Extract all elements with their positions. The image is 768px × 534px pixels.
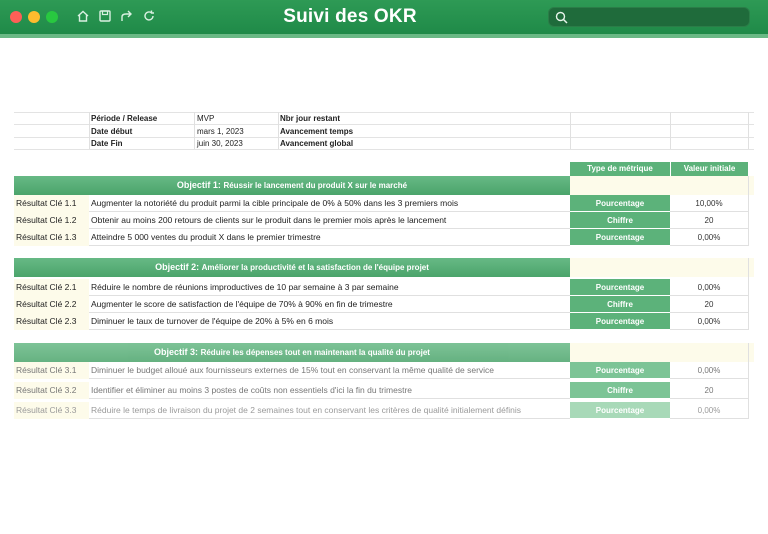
metric-type-header: Type de métrique xyxy=(570,162,670,176)
kr-metric-type[interactable]: Chiffre xyxy=(570,296,670,313)
search-input[interactable] xyxy=(548,7,750,27)
kr-description[interactable]: Réduire le nombre de réunions improductives de 10 par semaine à 3 par semaine xyxy=(89,279,570,296)
end-date-label: Date Fin xyxy=(91,139,123,148)
kr-description[interactable]: Atteindre 5 000 ventes du produit X dans le premier trimestre xyxy=(89,229,570,246)
objective-1-side xyxy=(570,176,754,195)
kr-initial-value[interactable]: 0,00% xyxy=(670,402,748,419)
kr-metric-type[interactable]: Pourcentage xyxy=(570,402,670,419)
objective-1-header xyxy=(14,176,570,195)
objective-title: Objectif 2: xyxy=(155,262,200,272)
grid-vline xyxy=(670,112,671,149)
grid-vline xyxy=(748,176,749,246)
kr-label: Résultat Clé 2.1 xyxy=(14,279,89,296)
kr-label: Résultat Clé 2.2 xyxy=(14,296,89,313)
kr-label: Résultat Clé 1.2 xyxy=(14,212,89,229)
kr-metric-type[interactable]: Chiffre xyxy=(570,212,670,229)
grid-line xyxy=(14,149,754,150)
grid-vline xyxy=(570,112,571,149)
objective-description: Améliorer la productivité et la satisfaction de l'équipe projet xyxy=(201,263,429,272)
end-date-value[interactable]: juin 30, 2023 xyxy=(197,139,243,148)
grid-line xyxy=(14,137,754,138)
kr-label: Résultat Clé 1.1 xyxy=(14,195,89,212)
kr-label: Résultat Clé 3.2 xyxy=(14,382,89,399)
grid-vline xyxy=(748,112,749,149)
kr-metric-type[interactable]: Pourcentage xyxy=(570,195,670,212)
grid-vline xyxy=(194,112,195,149)
kr-label: Résultat Clé 3.3 xyxy=(14,402,89,419)
kr-initial-value[interactable]: 20 xyxy=(670,382,748,399)
grid-vline xyxy=(748,343,749,419)
grid-line xyxy=(14,112,754,113)
kr-initial-value[interactable]: 0,00% xyxy=(670,229,748,246)
global-progress-label: Avancement global xyxy=(280,139,354,148)
table-row[interactable] xyxy=(14,279,754,296)
time-progress-label: Avancement temps xyxy=(280,127,354,136)
kr-description[interactable]: Diminuer le taux de turnover de l'équipe de 20% à 5% en 6 mois xyxy=(89,313,570,330)
kr-label: Résultat Clé 3.1 xyxy=(14,362,89,379)
grid-vline xyxy=(278,112,279,149)
kr-metric-type[interactable]: Pourcentage xyxy=(570,229,670,246)
kr-metric-type[interactable]: Chiffre xyxy=(570,382,670,399)
objective-3-side xyxy=(570,343,754,362)
table-row[interactable] xyxy=(14,382,754,399)
kr-label: Résultat Clé 1.3 xyxy=(14,229,89,246)
table-row[interactable] xyxy=(14,229,754,246)
kr-description[interactable]: Augmenter le score de satisfaction de l'équipe de 70% à 90% en fin de trimestre xyxy=(89,296,570,313)
kr-description[interactable]: Augmenter la notoriété du produit parmi la cible principale de 0% à 50% dans les 3 premiers mois xyxy=(89,195,570,212)
kr-initial-value[interactable]: 10,00% xyxy=(670,195,748,212)
objective-2-side xyxy=(570,258,754,277)
table-row[interactable] xyxy=(14,362,754,379)
objective-description: Réduire les dépenses tout en maintenant la qualité du projet xyxy=(200,348,430,357)
start-date-label: Date début xyxy=(91,127,133,136)
period-value[interactable]: MVP xyxy=(197,114,215,123)
initial-value-header: Valeur initiale xyxy=(671,162,748,176)
table-row[interactable] xyxy=(14,313,754,330)
kr-metric-type[interactable]: Pourcentage xyxy=(570,313,670,330)
kr-metric-type[interactable]: Pourcentage xyxy=(570,362,670,379)
table-row[interactable] xyxy=(14,296,754,313)
objective-2-header xyxy=(14,258,570,277)
kr-description[interactable]: Identifier et éliminer au moins 3 postes de coûts non essentiels d'ici la fin du trimestre xyxy=(89,382,570,399)
kr-description[interactable]: Obtenir au moins 200 retours de clients sur le produit dans le premier mois après le lancement xyxy=(89,212,570,229)
title-bar-strip xyxy=(0,34,768,38)
grid-vline xyxy=(748,258,749,330)
table-row[interactable] xyxy=(14,212,754,229)
kr-description[interactable]: Réduire le temps de livraison du projet de 2 semaines tout en conservant les critères de qualité initialement définis xyxy=(89,402,570,419)
period-label: Période / Release xyxy=(91,114,158,123)
objective-title: Objectif 1: xyxy=(176,180,221,190)
kr-metric-type[interactable]: Pourcentage xyxy=(570,279,670,296)
days-left-label: Nbr jour restant xyxy=(280,114,341,123)
kr-label: Résultat Clé 2.3 xyxy=(14,313,89,330)
table-row[interactable] xyxy=(14,402,754,419)
kr-initial-value[interactable]: 0,00% xyxy=(670,313,748,330)
start-date-value[interactable]: mars 1, 2023 xyxy=(197,127,244,136)
kr-initial-value[interactable]: 20 xyxy=(670,296,748,313)
table-row[interactable] xyxy=(14,195,754,212)
kr-initial-value[interactable]: 20 xyxy=(670,212,748,229)
objective-3-header xyxy=(14,343,570,362)
objective-description: Réussir le lancement du produit X sur le marché xyxy=(223,181,408,190)
app-title: Suivi des OKR xyxy=(283,6,417,27)
objective-title: Objectif 3: xyxy=(154,347,199,357)
title-bar xyxy=(0,0,768,36)
kr-description[interactable]: Diminuer le budget alloué aux fournisseurs externes de 15% tout en conservant la même qualité de service xyxy=(89,362,570,379)
kr-initial-value[interactable]: 0,00% xyxy=(670,362,748,379)
kr-initial-value[interactable]: 0,00% xyxy=(670,279,748,296)
grid-line xyxy=(14,124,754,125)
search-icon xyxy=(555,11,568,24)
grid-vline xyxy=(89,112,90,149)
